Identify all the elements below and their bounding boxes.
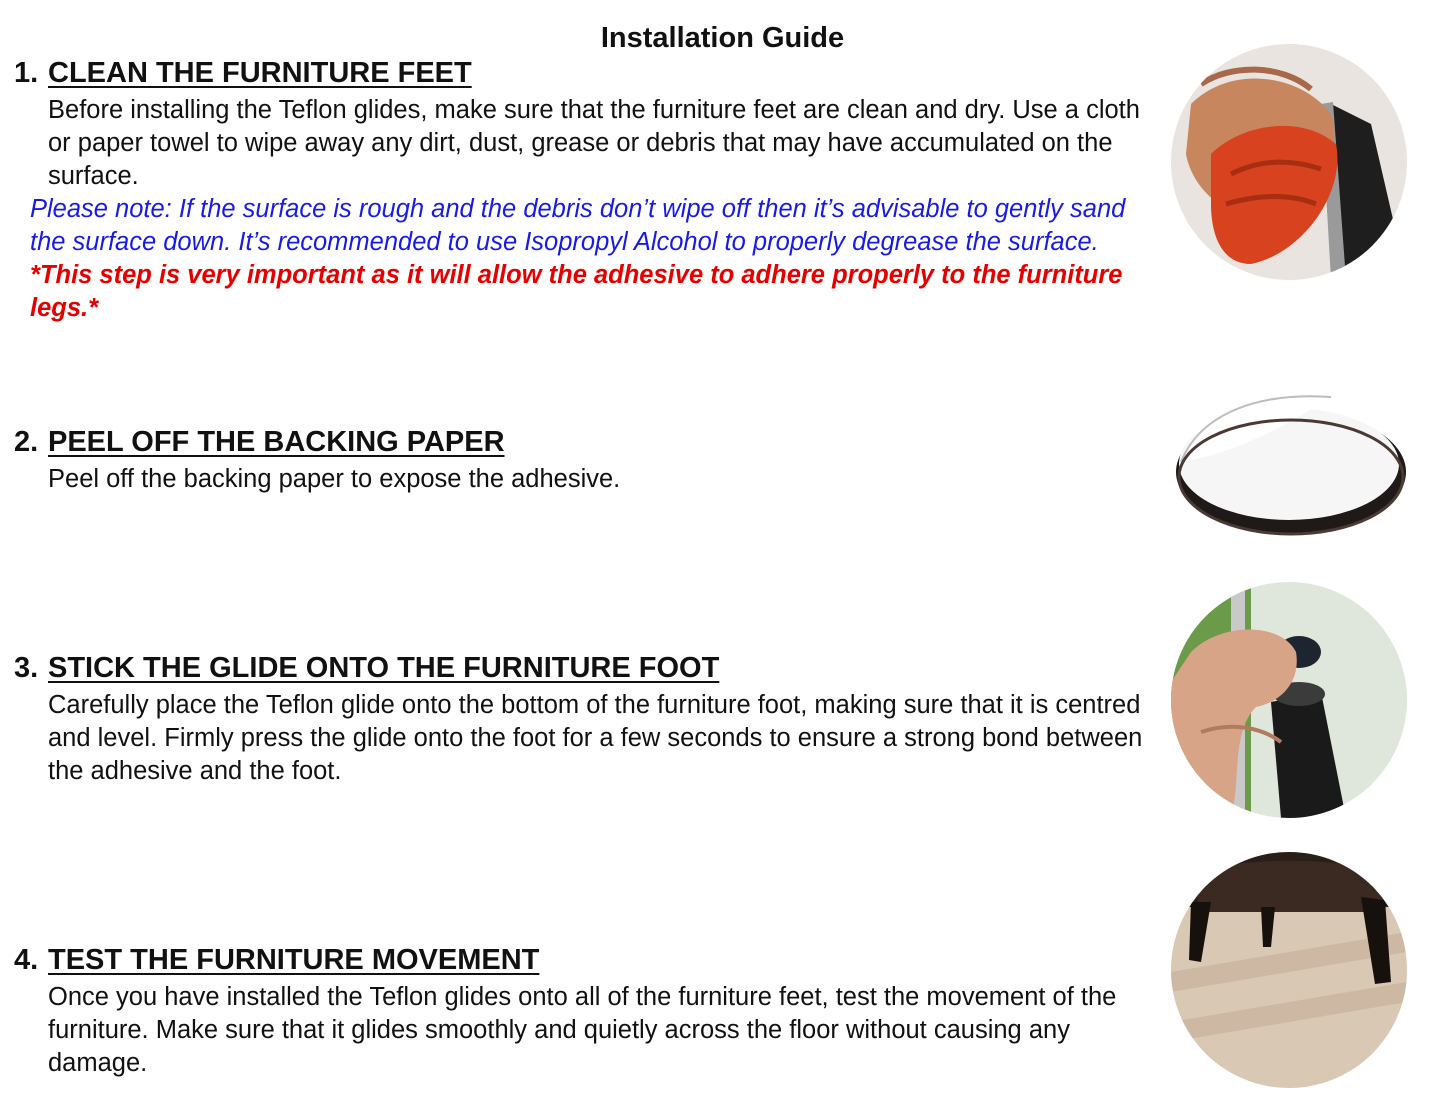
step-heading [14, 425, 1164, 459]
step-heading [14, 651, 1164, 685]
step-2 [14, 425, 1164, 496]
note-red: *This step is very important as it will allow the adhesive to adhere properly to the furniture legs.* [30, 261, 1123, 322]
step-title: TEST THE FURNITURE MOVEMENT [48, 944, 540, 976]
cloth-wiping-leg-photo [1171, 44, 1407, 280]
step-body: Peel off the backing paper to expose the adhesive. [48, 465, 621, 493]
step-title: CLEAN THE FURNITURE FEET [48, 57, 472, 89]
step-body: Before installing the Teflon glides, make sure that the furniture feet are clean and dry. Use a cloth or paper towel to wipe away any dirt, dust, grease or debris that may have accumulated on the surface. [48, 96, 1140, 190]
pressing-glide-photo [1171, 582, 1407, 818]
step-title: STICK THE GLIDE ONTO THE FURNITURE FOOT [48, 652, 720, 684]
step-number: 3. [14, 652, 39, 684]
step-3 [14, 651, 1164, 788]
adhesive-pad-photo [1171, 352, 1407, 588]
step-1 [14, 56, 1164, 325]
step-heading [14, 943, 1164, 977]
step-body: Carefully place the Teflon glide onto the bottom of the furniture foot, making sure that it is centred and level. Firmly press the glide onto the foot for a few seconds to ensure a strong bond between the adhesive and the foot. [48, 691, 1143, 785]
page-title: Installation Guide [600, 22, 845, 54]
note-blue: Please note: If the surface is rough and the debris don’t wipe off then it’s advisable to gently sand the surface down. It’s recommended to use Isopropyl Alcohol to properly degrease the surface. [30, 195, 1126, 256]
step-number: 2. [14, 426, 39, 458]
step-body: Once you have installed the Teflon glides onto all of the furniture feet, test the movement of the furniture. Make sure that it glides smoothly and quietly across the floor without causing any damage. [48, 983, 1117, 1077]
chair-on-floor-photo [1171, 852, 1407, 1088]
step-number: 4. [14, 944, 39, 976]
step-number: 1. [14, 57, 39, 89]
step-4 [14, 943, 1164, 1080]
step-title: PEEL OFF THE BACKING PAPER [48, 426, 505, 458]
step-heading [14, 56, 1164, 90]
